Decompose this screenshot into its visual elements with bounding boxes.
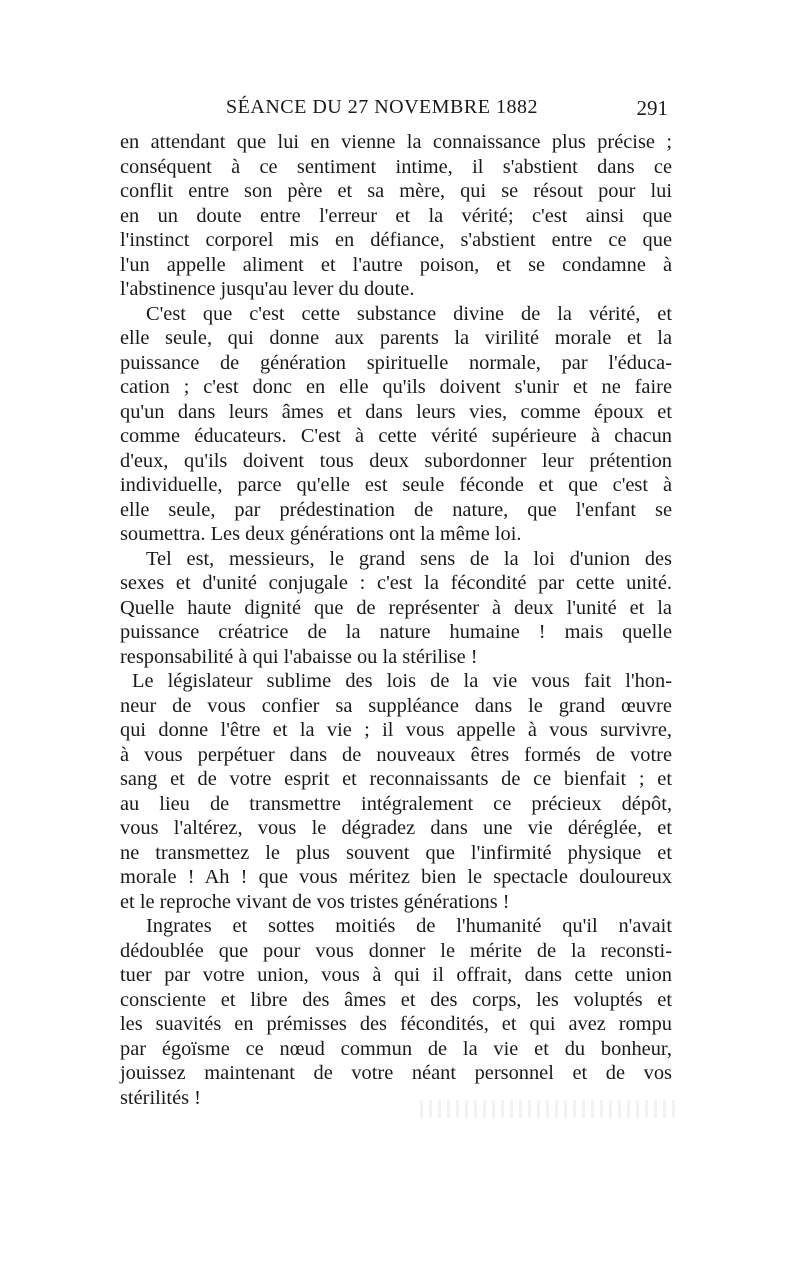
text-line: ne transmettez le plus souvent que l'infirmité physique et	[120, 841, 672, 864]
text-line: en un doute entre l'erreur et la vérité; c'est ainsi que	[120, 204, 672, 227]
text-line: conséquent à ce sentiment intime, il s'abstient dans ce	[120, 155, 672, 178]
paragraph-end-line: l'abstinence jusqu'au lever du doute.	[120, 278, 415, 300]
text-line: qu'un dans leurs âmes et dans leurs vies, comme époux et	[120, 400, 672, 423]
text-line: comme éducateurs. C'est à cette vérité supérieure à chacun	[120, 425, 672, 447]
text-line: morale ! Ah ! que vous méritez bien le spectacle douloureux	[120, 866, 672, 888]
text-line: Quelle haute dignité que de représenter à deux l'unité et la	[120, 596, 672, 619]
paragraph-start-line: C'est que c'est cette substance divine de la vérité, et	[146, 302, 672, 325]
running-head	[122, 96, 672, 124]
text-line: dédoublée que pour vous donner le mérite de la reconsti-	[120, 939, 672, 962]
paragraph-end-line: et le reproche vivant de vos tristes générations !	[120, 890, 510, 913]
page-number: 291	[636, 96, 668, 120]
running-title: SÉANCE DU 27 NOVEMBRE 1882	[226, 96, 538, 118]
bleed-through-texture	[420, 1100, 680, 1118]
text-line: jouissez maintenant de votre néant personnel et de vos	[120, 1062, 672, 1084]
text-line: puissance créatrice de la nature humaine ! mais quelle	[120, 621, 672, 643]
text-line: neur de vous confier sa suppléance dans le grand œuvre	[120, 694, 672, 717]
paragraph-end-line: stérilités !	[120, 1086, 201, 1109]
text-line: tuer par votre union, vous à qui il offrait, dans cette union	[120, 964, 672, 986]
paragraph-end-line: soumettra. Les deux générations ont la même loi.	[120, 523, 522, 545]
text-line: les suavités en prémisses des fécondités, et qui avez rompu	[120, 1013, 672, 1035]
text-line: individuelle, parce qu'elle est seule féconde et que c'est à	[120, 474, 672, 496]
text-line: qui donne l'être et la vie ; il vous appelle à vous survivre,	[120, 719, 672, 741]
paragraph-start-line: Tel est, messieurs, le grand sens de la loi d'union des	[146, 547, 672, 570]
body-text	[120, 130, 672, 1110]
text-line: cation ; c'est donc en elle qu'ils doivent s'unir et ne faire	[120, 376, 672, 398]
text-line: consciente et libre des âmes et des corps, les voluptés et	[120, 988, 672, 1011]
text-line: par égoïsme ce nœud commun de la vie et du bonheur,	[120, 1037, 672, 1060]
text-line: puissance de génération spirituelle normale, par l'éduca-	[120, 351, 672, 374]
text-line: sexes et d'unité conjugale : c'est la fécondité par cette unité.	[120, 572, 672, 594]
text-line: conflit entre son père et sa mère, qui se résout pour lui	[120, 180, 672, 202]
text-line: vous l'altérez, vous le dégradez dans une vie déréglée, et	[120, 817, 672, 839]
text-line: l'un appelle aliment et l'autre poison, et se condamne à	[120, 253, 672, 276]
text-line: elle seule, qui donne aux parents la virilité morale et la	[120, 327, 672, 349]
paragraph-end-line: responsabilité à qui l'abaisse ou la stérilise !	[120, 645, 478, 668]
text-line: elle seule, par prédestination de nature, que l'enfant se	[120, 498, 672, 521]
text-line: l'instinct corporel mis en défiance, s'abstient entre ce que	[120, 229, 672, 251]
text-line: au lieu de transmettre intégralement ce précieux dépôt,	[120, 792, 672, 815]
paragraph-start-line: Ingrates et sottes moitiés de l'humanité qu'il n'avait	[146, 915, 672, 937]
text-line: sang et de votre esprit et reconnaissants de ce bienfait ; et	[120, 768, 672, 790]
text-line: en attendant que lui en vienne la connaissance plus précise ;	[120, 131, 672, 153]
paragraph-start-line: Le législateur sublime des lois de la vie vous fait l'hon-	[132, 670, 672, 692]
text-line: d'eux, qu'ils doivent tous deux subordonner leur prétention	[120, 449, 672, 472]
text-line: à vous perpétuer dans de nouveaux êtres formés de votre	[120, 743, 672, 766]
